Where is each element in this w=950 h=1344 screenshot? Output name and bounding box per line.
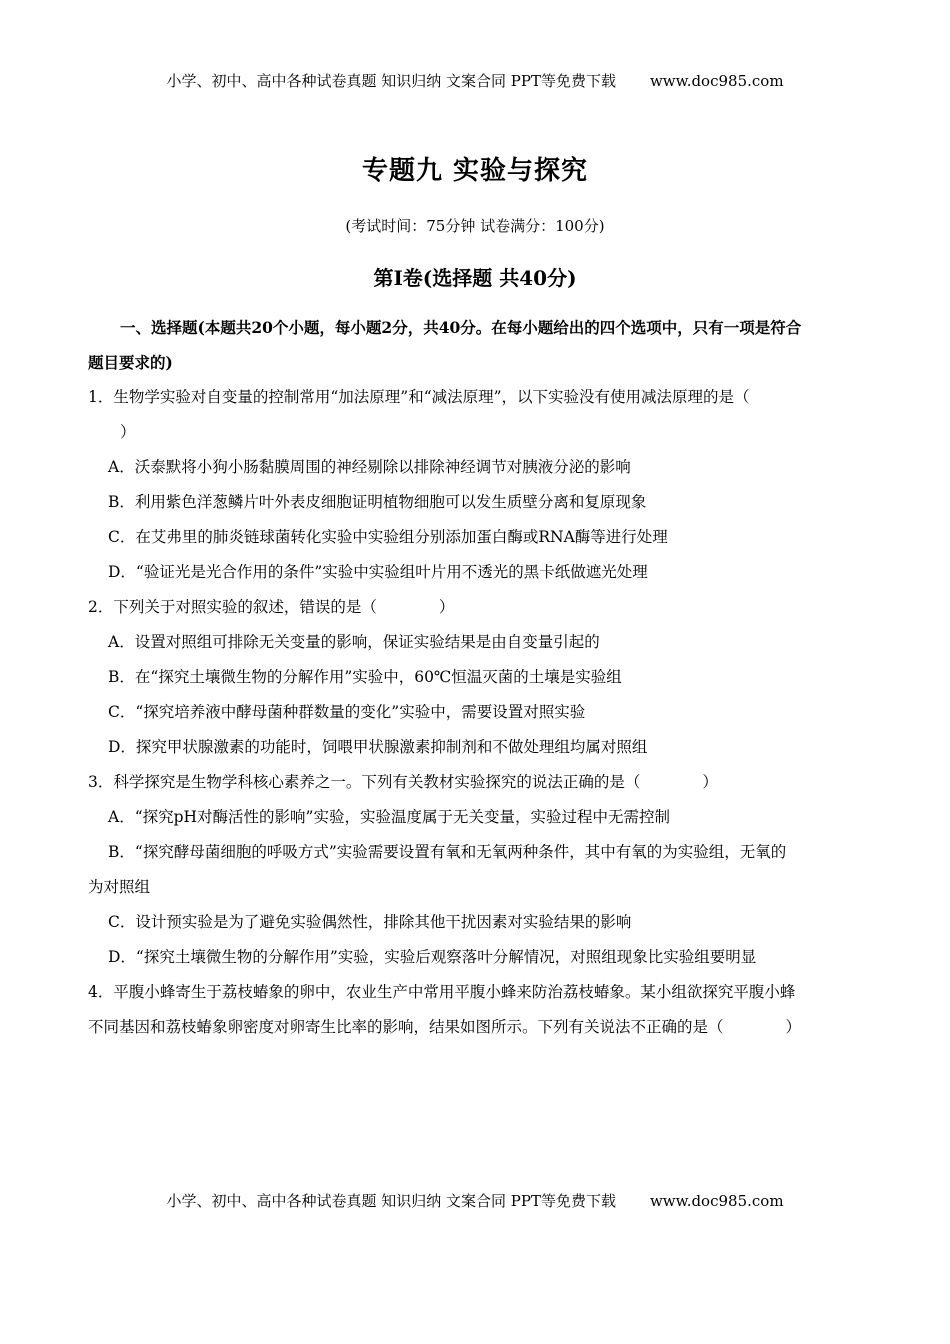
instructions-line2: 题目要求的)	[88, 353, 173, 372]
option-d: D．“验证光是光合作用的条件”实验中实验组叶片用不透光的黑卡纸做遮光处理	[108, 563, 648, 581]
question-stem-cont: ）	[120, 423, 136, 441]
option-d: D．探究甲状腺激素的功能时，饲喂甲状腺激素抑制剂和不做处理组均属对照组	[108, 738, 648, 756]
question-3	[88, 765, 870, 975]
option-a: A．设置对照组可排除无关变量的影响，保证实验结果是由自变量引起的	[108, 633, 600, 651]
exam-content	[88, 310, 870, 1045]
question-2	[88, 590, 870, 765]
option-d: D．“探究土壤微生物的分解作用”实验，实验后观察落叶分解情况，对照组现象比实验组要明显	[108, 948, 757, 966]
option-b: B．在“探究土壤微生物的分解作用”实验中，60℃恒温灭菌的土壤是实验组	[108, 668, 622, 686]
section-title: 第Ⅰ卷(选择题 共40分)	[373, 266, 577, 290]
question-stem-cont: 不同基因和荔枝蝽象卵密度对卵寄生比率的影响，结果如图所示。下列有关说法不正确的是（ ）	[88, 1018, 802, 1036]
option-a: A．沃泰默将小狗小肠黏膜周围的神经剔除以排除神经调节对胰液分泌的影响	[108, 458, 631, 476]
question-stem: 1．生物学实验对自变量的控制常用“加法原理”和“减法原理”，以下实验没有使用减法原理的是（	[88, 388, 750, 406]
question-4	[88, 975, 870, 1045]
instructions-line1: 一、选择题(本题共20个小题，每小题2分，共40分。在每小题给出的四个选项中，只有一项是符合	[120, 318, 802, 337]
footer-text: 小学、初中、高中各种试卷真题 知识归纳 文案合同 PPT等免费下载	[166, 1192, 616, 1210]
question-stem: 3．科学探究是生物学科核心素养之一。下列有关教材实验探究的说法正确的是（ ）	[88, 773, 718, 791]
question-stem: 2．下列关于对照实验的叙述，错误的是（ ）	[88, 598, 455, 616]
option-c: C．在艾弗里的肺炎链球菌转化实验中实验组分别添加蛋白酶或RNA酶等进行处理	[108, 528, 668, 546]
option-b-cont: 为对照组	[88, 878, 151, 896]
option-c: C．“探究培养液中酵母菌种群数量的变化”实验中，需要设置对照实验	[108, 703, 586, 721]
page-footer	[0, 1190, 950, 1211]
option-b: B．利用紫色洋葱鳞片叶外表皮细胞证明植物细胞可以发生质壁分离和复原现象	[108, 493, 647, 511]
page-header	[0, 70, 950, 91]
exam-info: (考试时间：75分钟 试卷满分：100分)	[345, 217, 605, 235]
footer-url[interactable]: www.doc985.com	[649, 1192, 784, 1210]
instructions	[88, 310, 870, 380]
header-text: 小学、初中、高中各种试卷真题 知识归纳 文案合同 PPT等免费下载	[166, 72, 616, 90]
question-stem: 4．平腹小蜂寄生于荔枝蝽象的卵中，农业生产中常用平腹小蜂来防治荔枝蝽象。某小组欲探究平腹小蜂	[88, 983, 796, 1001]
header-url[interactable]: www.doc985.com	[649, 72, 784, 90]
page-title: 专题九 实验与探究	[361, 156, 589, 186]
question-1	[88, 380, 870, 590]
option-a: A．“探究pH对酶活性的影响”实验，实验温度属于无关变量，实验过程中无需控制	[108, 808, 670, 826]
option-c: C．设计预实验是为了避免实验偶然性，排除其他干扰因素对实验结果的影响	[108, 913, 632, 931]
option-b: B．“探究酵母菌细胞的呼吸方式”实验需要设置有氧和无氧两种条件，其中有氧的为实验组，无氧的	[108, 843, 787, 861]
